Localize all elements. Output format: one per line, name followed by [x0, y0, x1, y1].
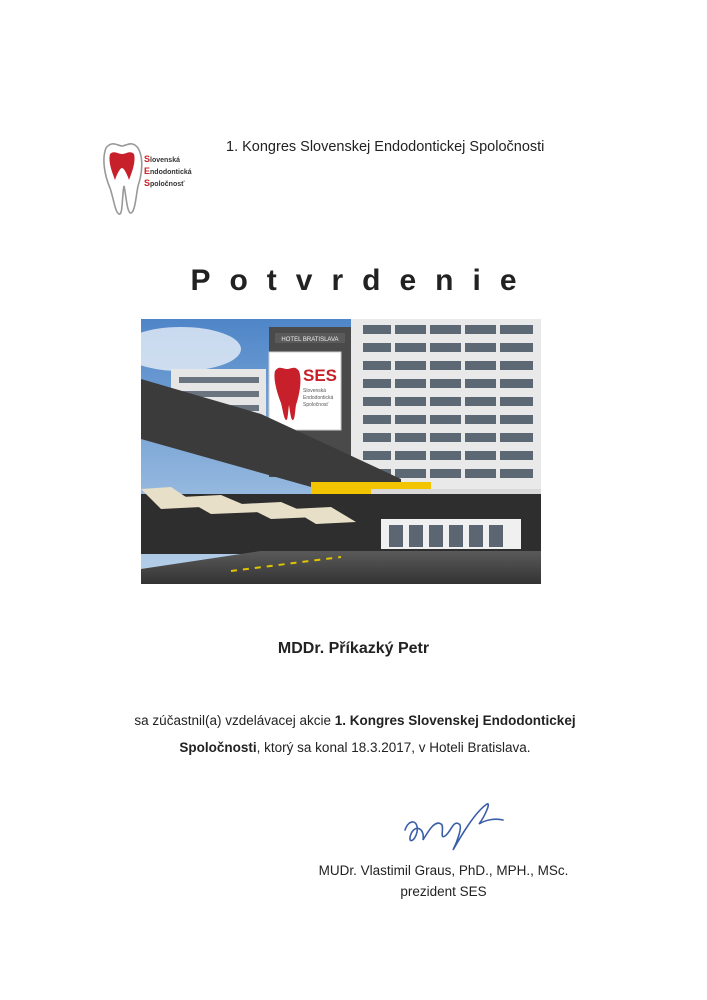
banner-line1: Slovenská — [303, 388, 327, 394]
signer-role: prezident SES — [400, 884, 487, 899]
event-name-line2: Spoločnosti — [179, 740, 257, 755]
banner-line2: Endodontická — [303, 395, 334, 401]
congress-title: 1. Kongres Slovenskej Endodontickej Spoločnosti — [226, 139, 545, 155]
tooth-icon — [100, 134, 144, 216]
body-part1: sa zúčastnil(a) vzdelávacej akcie — [134, 713, 335, 728]
hotel-sign: HOTEL BRATISLAVA — [281, 337, 339, 343]
document-title: Potvrdenie — [190, 264, 536, 297]
signer-block — [0, 860, 707, 902]
banner-title: SES — [303, 366, 338, 385]
signature — [395, 790, 515, 860]
recipient-name: MDDr. Příkazký Petr — [277, 640, 430, 657]
body-part2: , ktorý sa konal 18.3.2017, v Hoteli Bratislava. — [256, 740, 531, 755]
ses-logo — [100, 134, 190, 216]
event-name-line1: 1. Kongres Slovenskej Endodontickej — [334, 713, 576, 728]
banner-line3: Spoločnosť — [303, 402, 329, 408]
hotel-photo — [141, 319, 541, 584]
signer-name: MUDr. Vlastimil Graus, PhD., MPH., MSc. — [318, 863, 569, 878]
confirmation-text — [110, 707, 600, 761]
logo-text: Slovenská Endodontická Spoločnosť — [144, 154, 192, 188]
